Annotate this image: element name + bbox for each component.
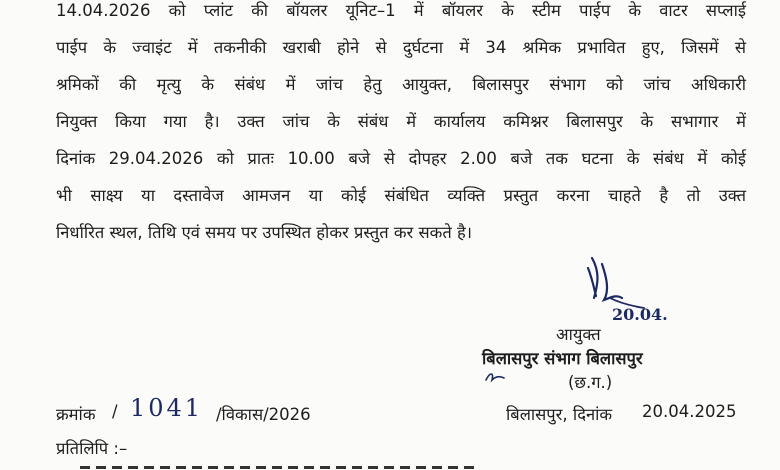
body-line-4: नियुक्त किया गया है। उक्त जांच के संबंध में कार्यालय कमिश्नर बिलासपुर के सभागार में	[56, 112, 746, 131]
signatory-designation: आयुक्त	[556, 325, 601, 344]
cropped-text-edge	[80, 464, 480, 470]
signatory-office: बिलासपुर संभाग बिलासपुर	[482, 349, 643, 368]
body-line-1: 14.04.2026 को प्लांट की बॉयलर यूनिट–1 में बॉयलर के स्टीम पाईप के वाटर सप्लाई	[56, 1, 746, 20]
body-line-2: पाईप के ज्वाइंट में तकनीकी खराबी होने से दुर्घटना में 34 श्रमिक प्रभावित हुए, जिसमें से	[56, 38, 746, 57]
place-date-value: 20.04.2025	[642, 402, 737, 421]
signatory-state: (छ.ग.)	[568, 373, 613, 392]
body-line-5: दिनांक 29.04.2026 को प्रातः 10.00 बजे से दोपहर 2.00 बजे तक घटना के संबंध में कोई	[56, 149, 746, 168]
copy-label: प्रतिलिपि :–	[56, 439, 128, 458]
reference-number: 1041	[130, 394, 204, 422]
body-line-6: भी साक्ष्य या दस्तावेज आमजन या कोई संबंधित व्यक्ति प्रस्तुत करना चाहते है तो उक्त	[56, 186, 746, 205]
document-page: 14.04.2026 को प्लांट की बॉयलर यूनिट–1 में बॉयलर के स्टीम पाईप के वाटर सप्लाई पाईप के ज्वाइंट में तकनीकी खराबी होने से दुर्घटना में 34 श्रमिक प्रभावित हुए, जिसमें से श्रमिकों की मृत्यु के संबंध में जांच हेतु आयुक्त, बिलासपुर संभाग को जांच अधिकारी नियुक्त किया गया है। उक्त जांच के संबंध में कार्यालय कमिश्नर बिलासपुर के सभागार में दिनांक 29.04.2026 को प्रातः 10.00 बजे से दोपहर 2.00 बजे तक घटना के संबंध में कोई भी साक्ष्य या दस्तावेज आमजन या कोई संबंधित व्यक्ति प्रस्तुत करना चाहते है तो उक्त निर्धारित स्थल, तिथि एवं समय पर उपस्थित होकर प्रस्तुत कर सकते है। 20.04. आयुक्त बिलासपुर संभाग बिलासपुर (छ.ग.) क्रमांक / 1041 /विकास/2026 बिलासपुर, दिनांक 20.04.2025 प्रतिलिपि :–	[0, 0, 780, 470]
signature-date: 20.04.	[612, 305, 668, 324]
initials-mark	[484, 370, 508, 386]
reference-label: क्रमांक	[56, 405, 96, 424]
place-date-label: बिलासपुर, दिनांक	[506, 405, 613, 424]
body-line-3: श्रमिकों की मृत्यु के संबंध में जांच हेतु आयुक्त, बिलासपुर संभाग को जांच अधिकारी	[56, 75, 746, 94]
body-line-7: निर्धारित स्थल, तिथि एवं समय पर उपस्थित होकर प्रस्तुत कर सकते है।	[56, 223, 473, 242]
reference-suffix: /विकास/2026	[216, 405, 311, 424]
